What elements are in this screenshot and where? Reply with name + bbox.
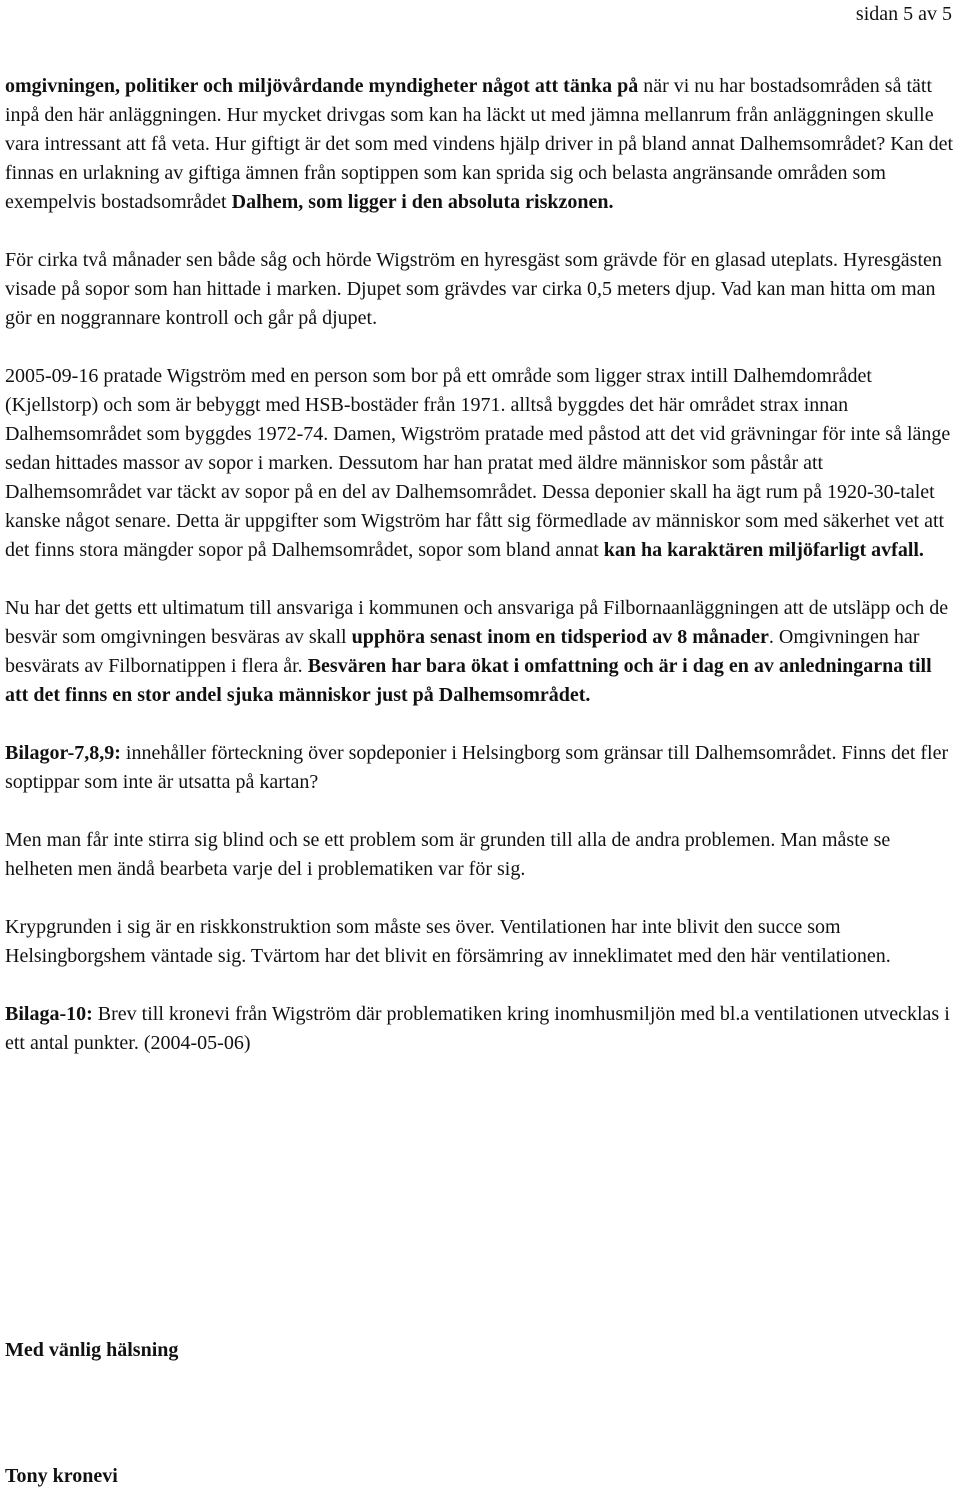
text-segment: Krypgrunden i sig är en riskkonstruktion som måste ses över. Ventilationen har inte blivit den succe som Helsingborgshem väntade sig. Tvärtom har det blivit en försämring av inneklimatet med den här ventilationen. xyxy=(5,916,891,967)
paragraph-2005-09-16 xyxy=(5,362,957,565)
text-segment: när vi nu har bostadsområden så tätt inpå den här anläggningen. Hur mycket drivgas som kan ha läckt ut med jämna mellanrum från anläggningen skulle vara intressant att få veta. Hur giftigt är det som med vindens hjälp driver in på bland annat Dalhemsområdet? Kan det finnas en urlakning av giftiga ämnen från soptippen som kan sprida sig och belasta angränsande områden som exempelvis bostadsområdet xyxy=(5,75,954,213)
text-segment: innehåller förteckning över sopdeponier i Helsingborg som gränsar till Dalhemsområdet. Finns det fler soptippar som inte är utsatta på kartan? xyxy=(5,742,949,793)
bold-text-segment: Dalhem, som ligger i den absoluta riskzonen. xyxy=(231,191,614,213)
text-segment: För cirka två månader sen både såg och hörde Wigström en hyresgäst som grävde för en glasad uteplats. Hyresgästen visade på sopor som han hittade i marken. Djupet som grävdes var cirka 0,5 meters djup. Vad kan man hitta om man gör en noggrannare kontroll och går på djupet. xyxy=(5,249,942,329)
signature-name: Tony kronevi xyxy=(5,1465,118,1487)
text-segment: 2005-09-16 pratade Wigström med en person som bor på ett område som ligger strax intill Dalhemdområdet (Kjellstorp) och som är bebyggt med HSB-bostäder från 1971. alltså byggdes det här området strax innan Dalhemsområdet som byggdes 1972-74. Damen, Wigström pratade med påstod att det vid grävningar för inte så länge sedan hittades massor av sopor i marken. Dessutom har han pratat med äldre människor som påstår att Dalhemsområdet var täckt av sopor på en del av Dalhemsområdet. Dessa deponier skall ha ägt rum på 1920-30-talet kanske något senare. Detta är uppgifter som Wigström har fått sig förmedlade av människor som med säkerhet vet att det finns stora mängder sopor på Dalhemsområdet, sopor som bland annat xyxy=(5,365,951,561)
bold-text-segment: upphöra senast inom en tidsperiod av 8 månader xyxy=(351,626,769,648)
paragraph-omgivningen xyxy=(5,72,957,217)
bold-text-segment: Bilagor-7,8,9: xyxy=(5,742,121,764)
paragraph-uteplats xyxy=(5,246,957,333)
paragraph-bilagor-789 xyxy=(5,739,957,797)
paragraph-helheten xyxy=(5,826,957,884)
bold-text-segment: omgivningen, politiker och miljövårdande myndigheter något att tänka på xyxy=(5,75,639,97)
signature-greeting: Med vänlig hälsning xyxy=(5,1339,179,1361)
bold-text-segment: Besvären har bara ökat i omfattning och är i dag en av anledningarna till att det finns en stor andel sjuka människor just på Dalhemsområdet. xyxy=(5,655,932,706)
bold-text-segment: Bilaga-10: xyxy=(5,1003,93,1025)
paragraph-ultimatum xyxy=(5,594,957,710)
text-segment: . Omgivningen har besvärats av Filbornatippen i flera år. xyxy=(5,626,920,677)
text-segment: Brev till kronevi från Wigström där problematiken kring inomhusmiljön med bl.a ventilationen utvecklas i ett antal punkter. (2004-05-06) xyxy=(5,1003,950,1054)
text-segment: Men man får inte stirra sig blind och se ett problem som är grunden till alla de andra problemen. Man måste se helheten men ändå bearbeta varje del i problematiken var för sig. xyxy=(5,829,891,880)
paragraph-krypgrunden xyxy=(5,913,957,971)
text-segment: Nu har det getts ett ultimatum till ansvariga i kommunen och ansvariga på Filbornaanläggningen att de utsläpp och de besvär som omgivningen besväras av skall xyxy=(5,597,949,648)
document-body xyxy=(5,72,957,1087)
page-number: sidan 5 av 5 xyxy=(855,3,952,25)
bold-text-segment: kan ha karaktären miljöfarligt avfall. xyxy=(603,539,924,561)
paragraph-bilaga-10 xyxy=(5,1000,957,1058)
